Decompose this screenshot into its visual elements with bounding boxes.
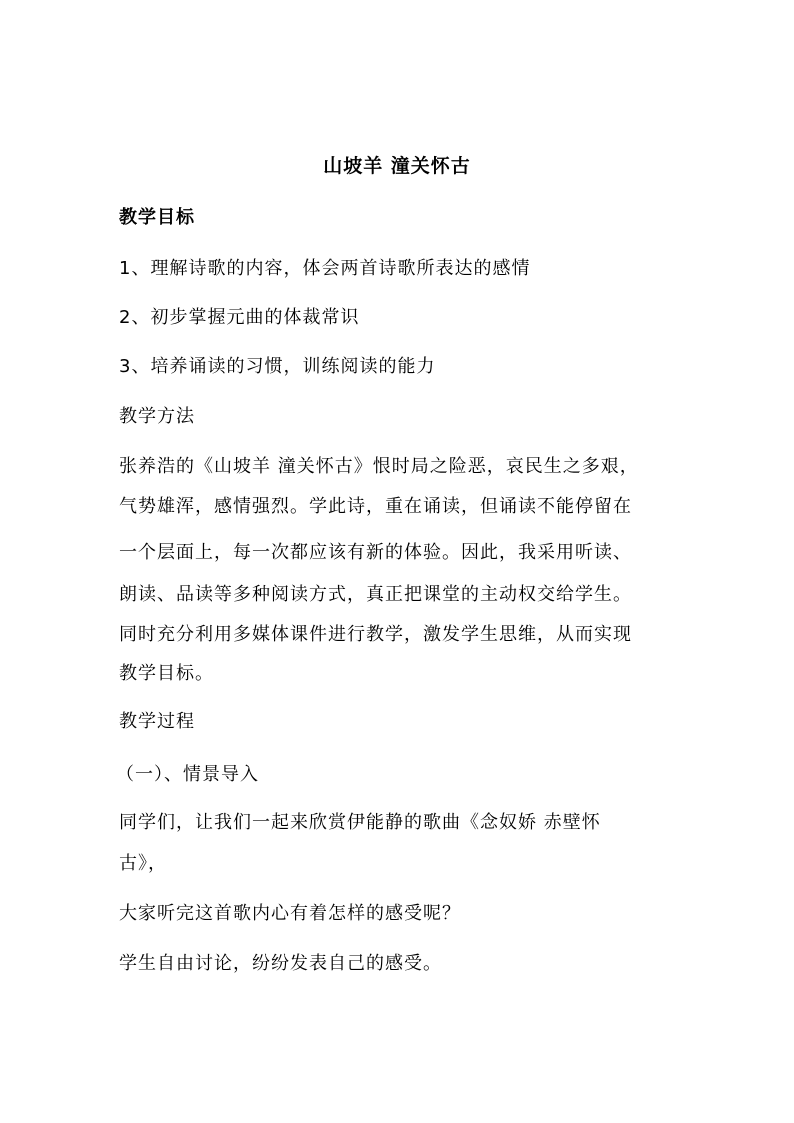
method-paragraph-line-5: 同时充分利用多媒体课件进行教学，激发学生思维，从而实现: [119, 624, 632, 645]
process-line-2: 古》，: [119, 853, 167, 874]
process-line-3: 大家听完这首歌内心有着怎样的感受呢？: [119, 903, 461, 924]
process-heading: 教学过程: [119, 711, 195, 732]
process-subheading: （一）、情景导入: [116, 764, 259, 785]
objective-item-2: 2、初步掌握元曲的体裁常识: [119, 307, 360, 328]
page-title: 山坡羊 潼关怀古: [323, 155, 471, 177]
method-paragraph-line-3: 一个层面上，每一次都应该有新的体验。因此，我采用听读、: [119, 542, 632, 563]
objective-item-1: 1、理解诗歌的内容，体会两首诗歌所表达的感情: [119, 258, 531, 279]
method-paragraph-line-6: 教学目标。: [119, 663, 214, 684]
objective-item-3: 3、培养诵读的习惯，训练阅读的能力: [119, 356, 436, 377]
method-heading: 教学方法: [119, 406, 195, 427]
method-paragraph-line-2: 气势雄浑，感情强烈。学此诗，重在诵读，但诵读不能停留在: [119, 496, 632, 517]
process-line-4: 学生自由讨论，纷纷发表自己的感受。: [119, 953, 442, 974]
method-paragraph-line-4: 朗读、品读等多种阅读方式，真正把课堂的主动权交给学生。: [119, 584, 632, 605]
method-paragraph-line-1: 张养浩的《山坡羊 潼关怀古》恨时局之险恶，哀民生之多艰，: [119, 456, 639, 477]
objectives-heading: 教学目标: [119, 207, 195, 228]
process-line-1: 同学们，让我们一起来欣赏伊能静的歌曲《念奴娇 赤壁怀: [119, 812, 601, 833]
